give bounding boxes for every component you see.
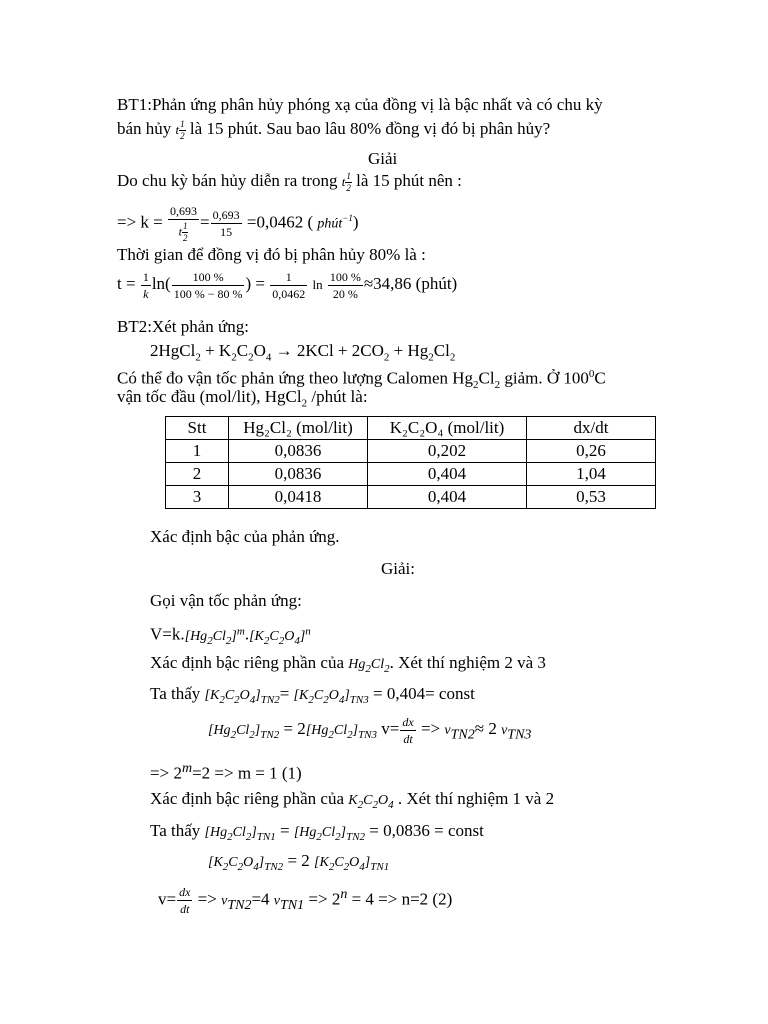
text: v=	[158, 889, 177, 909]
bt1-giai: Giải	[368, 149, 398, 168]
table-cell: 0,0418	[229, 486, 368, 509]
reaction-equation: 2HgCl$_2$ + $K_2C_2O_4 \to 2KCl + 2CO_2 + Hg_2Cl_2$	[150, 341, 456, 364]
header-cell: K₂C₂O₄ (mol/lit)	[368, 417, 527, 440]
fraction: $\frac{1}{0,0462}$	[272, 269, 306, 301]
bt2-line-vantoc: vận tốc đầu (mol/lit), HgCl$_2$ /phút là:	[117, 387, 368, 410]
degree: 0	[588, 368, 595, 380]
n-result: v= $\frac{dx}{dt}$ => $v_{TN2}=4$ $v_{TN1} => 2^n = 4 => n=2$ (2)	[158, 885, 453, 917]
text: là 15 phút. Sau bao lâu 80% đồng vị đó bị phân hủy?	[189, 119, 551, 138]
bt1-line-6: Thời gian để đồng vị đó bị phân hủy 80% là :	[117, 245, 426, 264]
text: Cl	[478, 368, 495, 388]
table-cell: 2	[166, 463, 229, 486]
text: vận tốc đầu (mol/lit), HgCl	[117, 387, 302, 406]
header-cell: Hg₂Cl₂ (mol/lit)	[229, 417, 368, 440]
header-cell: dx/dt	[527, 417, 656, 440]
text: V=k.	[150, 624, 185, 644]
text: ln(	[151, 274, 171, 293]
text: = 4 => n=2 (2)	[351, 889, 453, 909]
text: ) =	[245, 274, 265, 293]
bac-rieng-1: Xác định bậc riêng phần của $Hg_2Cl_2$. Xét thí nghiệm 2 và 3	[150, 653, 546, 675]
exponent: −1	[342, 213, 353, 223]
rate-law: $V=k.[Hg_2Cl_2]^m.[K_2C_2O_4]^n$	[150, 624, 311, 647]
header-cell: Stt	[166, 417, 229, 440]
fraction: $\frac{1}{k}$	[142, 269, 149, 301]
text: = 0,0836 = const	[369, 821, 484, 840]
fraction: $\frac{dx}{dt}$	[179, 885, 191, 917]
ta-thay-1: Ta thấy $[K_2C_2O_4]_{TN2}= [K_2C_2O_4]_{TN3} = 0,404=$ const	[150, 684, 475, 706]
text: =2 => m = 1 (1)	[192, 763, 302, 783]
text: =>	[150, 763, 170, 783]
relation-12: $[K_2C_2O_4]_{TN2} = 2$ $[K_2C_2O_4]_{TN1}$	[208, 851, 390, 873]
fraction: $\frac{100 \%}{100 \% - 80 \%}$	[173, 269, 243, 301]
text: )	[352, 212, 359, 232]
table-cell: 3	[166, 486, 229, 509]
table-cell: 0,0836	[229, 440, 368, 463]
text: ≈ 2	[474, 719, 497, 738]
bt2-title: BT2:Xét phản ứng:	[117, 317, 249, 336]
text: ln	[312, 277, 323, 292]
text: =4	[251, 889, 270, 909]
relation-23: $[Hg_2Cl_2]_{TN2} = 2[Hg_2Cl_2]_{TN3}$ v= $\frac{dx}{dt}$ => $v_{TN2}\approx 2$ $v_{TN3}$	[208, 714, 532, 746]
t-half-symbol: t $\frac{1}{2}$	[175, 119, 185, 142]
fraction: $\frac{dx}{dt}$	[402, 714, 414, 746]
unit: phút	[317, 216, 343, 232]
table-cell: 1,04	[527, 463, 656, 486]
table-header-row	[166, 417, 656, 440]
fraction: 0,693 t $\frac{1}{2}$	[170, 203, 198, 243]
text: . Xét thí nghiệm 2 và 3	[389, 653, 546, 672]
text: Có thể đo vận tốc phản ứng theo lượng Calomen Hg	[117, 368, 474, 388]
bt2-giai: Giải:	[381, 559, 415, 578]
text: =>	[308, 889, 328, 909]
text: t =	[117, 274, 136, 293]
fraction: $\frac{100 \%}{20 \%}$	[329, 269, 361, 301]
text: v=	[381, 719, 400, 738]
goi-van-toc: Gọi vận tốc phản ứng:	[150, 591, 302, 610]
bt1-line-2	[117, 118, 550, 141]
text: Ta thấy	[150, 821, 201, 840]
text: bán hủy	[117, 119, 172, 138]
ta-thay-2: Ta thấy $[Hg_2Cl_2]_{TN1} = [Hg_2Cl_2]_{TN2} = 0,0836$ = const	[150, 821, 484, 843]
bac-rieng-2: Xác định bậc riêng phần của $K_2C_2O_4$ . Xét thí nghiệm 1 và 2	[150, 789, 555, 811]
text: Xác định bậc riêng phần của	[150, 789, 344, 808]
table-cell: 0,0836	[229, 463, 368, 486]
text: =>	[197, 889, 217, 909]
bt2-line-can: Có thể đo vận tốc phản ứng theo lượng Calomen $Hg_2Cl_2$ giảm. Ở $100^0C$	[117, 368, 606, 392]
data-table	[165, 416, 656, 509]
fraction: $\frac{0,693}{15}$	[212, 208, 240, 240]
text: => k =	[117, 212, 163, 232]
text: là 15 phút nên :	[356, 171, 462, 190]
text: =	[200, 212, 210, 232]
text: = 2	[287, 851, 310, 870]
t-formula	[117, 266, 457, 303]
text: =>	[420, 719, 441, 738]
table-cell: 1	[166, 440, 229, 463]
text: ≈34,86 (phút)	[363, 274, 458, 293]
text: =0,0462 (	[246, 212, 314, 232]
bt1-line-4	[117, 170, 462, 193]
table-row	[166, 463, 656, 486]
text: = 0,404= const	[372, 684, 475, 703]
text: = 2	[283, 719, 306, 738]
table-cell: 0,404	[368, 463, 527, 486]
k-formula	[117, 200, 359, 243]
t-half-symbol: t $\frac{1}{2}$	[341, 171, 351, 194]
text: /phút là:	[311, 387, 368, 406]
text: .	[244, 624, 250, 644]
text: Xác định bậc riêng phần của	[150, 653, 344, 672]
m-result: => $2^m=2 => m = 1$ (1)	[150, 761, 302, 783]
text: C	[594, 368, 606, 388]
text: . Xét thí nghiệm 1 và 2	[397, 789, 555, 808]
bt2-question: Xác định bậc của phản ứng.	[150, 527, 340, 546]
table-cell: 0,53	[527, 486, 656, 509]
text: Do chu kỳ bán hủy diễn ra trong	[117, 171, 338, 190]
text: giảm. Ở 100	[504, 368, 589, 388]
table-cell: 0,26	[527, 440, 656, 463]
table-row	[166, 440, 656, 463]
table-row	[166, 486, 656, 509]
text: Ta thấy	[150, 684, 201, 703]
table-cell: 0,202	[368, 440, 527, 463]
table-cell: 0,404	[368, 486, 527, 509]
bt1-line-1: BT1:Phản ứng phân hủy phóng xạ của đồng vị là bậc nhất và có chu kỳ	[117, 95, 603, 114]
